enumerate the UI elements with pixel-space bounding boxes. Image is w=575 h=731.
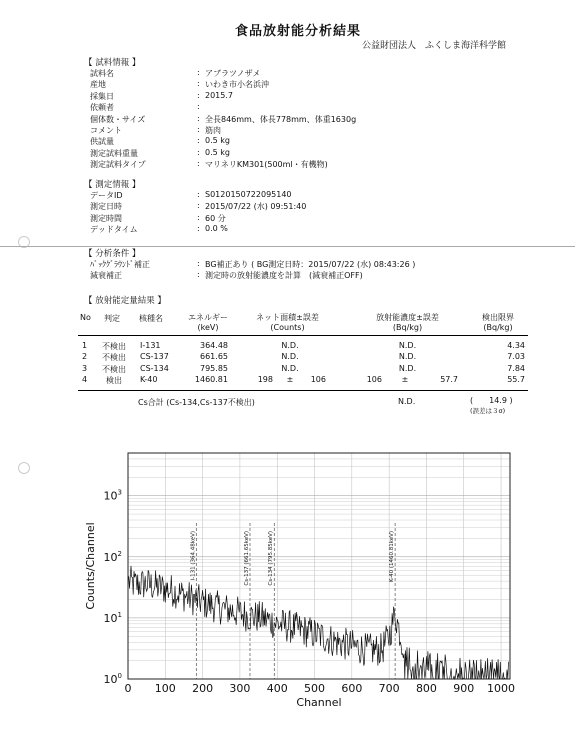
result-judge: 不検出 <box>102 353 126 363</box>
result-no: 1 <box>82 341 88 350</box>
peak-marker-label: Cs-137 (661.65keV) <box>243 531 250 586</box>
measure-field-value: S0120150722095140 <box>205 190 292 199</box>
result-nuclide: K-40 <box>140 374 158 384</box>
result-no: 3 <box>82 363 88 373</box>
sample-field-value: 2015.7 <box>205 90 233 100</box>
plot-frame <box>128 453 510 679</box>
x-axis-label: Channel <box>296 696 342 709</box>
sample-field-label: 測定試料タイプ <box>90 160 146 170</box>
cs-total-limit: ( 14.9 ) <box>470 396 513 405</box>
measure-field-label: 測定日時 <box>90 202 122 212</box>
result-conc-error: 57.7 <box>440 374 458 384</box>
sample-field-label: 試料名 <box>90 69 114 78</box>
sample-info-heading: 【 試料情報 】 <box>84 58 141 68</box>
sample-field-value: 0.5 kg <box>205 147 230 157</box>
result-nuclide: I-131 <box>140 341 161 350</box>
measure-field-colon: : <box>197 190 200 199</box>
result-energy: 661.65 <box>200 352 228 362</box>
analysis-field-value: 測定時の放射能濃度を計算 (減衰補正OFF) <box>205 271 363 281</box>
result-limit: 7.84 <box>507 363 525 373</box>
sample-field-colon: : <box>197 102 200 112</box>
measure-info-heading: 【 測定情報 】 <box>84 180 141 190</box>
sample-field-colon: : <box>197 159 200 169</box>
result-conc: N.D. <box>398 352 417 362</box>
result-limit: 7.03 <box>507 352 525 362</box>
measure-field-value: 0.0 % <box>205 224 228 234</box>
x-tick-label: 400 <box>266 682 288 695</box>
measure-field-colon: : <box>197 224 200 234</box>
result-judge: 不検出 <box>102 364 126 374</box>
sample-field-label: 測定試料重量 <box>90 148 138 158</box>
result-limit: 4.34 <box>507 341 525 350</box>
cs-total-note: (誤差は３σ) <box>470 407 506 415</box>
organization-name: 公益財団法人 ふくしま海洋科学館 <box>362 41 507 51</box>
result-net: N.D. <box>281 352 299 362</box>
result-limit: 55.7 <box>507 374 525 384</box>
analysis-field-label: ﾊﾞｯｸｸﾞﾗｳﾝﾄﾞ補正 <box>90 260 150 269</box>
result-energy: 795.85 <box>200 363 228 373</box>
sample-field-colon: : <box>197 147 200 157</box>
result-net: N.D. <box>281 363 299 373</box>
col-header-energy: エネルギー <box>188 313 228 322</box>
document-title: 食品放射能分析結果 <box>235 24 362 39</box>
col-header-conc: 放射能濃度±誤差 <box>376 313 439 322</box>
result-conc: N.D. <box>398 341 417 350</box>
y-tick-label: $10^2$ <box>103 549 122 564</box>
result-nuclide: CS-137 <box>140 352 169 362</box>
measure-field-colon: : <box>197 201 200 211</box>
col-header-no: No <box>80 313 91 322</box>
cs-total-conc: N.D. <box>398 397 416 406</box>
peak-marker-label: K-40 (1460.81keV) <box>389 531 396 582</box>
analysis-field-label: 減衰補正 <box>90 271 122 281</box>
result-judge: 不検出 <box>102 342 126 351</box>
sample-field-label: 産地 <box>90 80 106 90</box>
analysis-field-colon: : <box>197 259 200 268</box>
x-tick-label: 0 <box>124 682 132 695</box>
x-tick-label: 100 <box>154 682 176 695</box>
sample-field-label: 供試量 <box>90 137 114 147</box>
sample-field-label: 依頼者 <box>90 103 114 113</box>
sample-field-value: 全長846mm、体長778mm、体重1630g <box>205 114 357 124</box>
x-tick-label: 1000 <box>487 682 516 695</box>
x-tick-label: 600 <box>341 682 363 695</box>
y-tick-label: $10^3$ <box>103 488 122 503</box>
sample-field-colon: : <box>197 125 200 134</box>
cs-total-label: Cs合計 (Cs-134,Cs-137不検出) <box>138 398 255 407</box>
sample-field-label: 個体数・サイズ <box>90 114 146 124</box>
col-header-net: ネット面積±誤差 <box>256 313 319 322</box>
punch-hole-bottom <box>18 462 30 474</box>
sample-field-value: 0.5 kg <box>205 136 230 146</box>
x-tick-label: 800 <box>415 682 437 695</box>
sample-field-colon: : <box>197 113 200 123</box>
col-header-energy-unit: (keV) <box>197 323 219 332</box>
result-conc: N.D. <box>398 363 417 373</box>
results-header-rule <box>78 335 528 336</box>
x-tick-label: 200 <box>192 682 214 695</box>
result-net-value: 198 <box>257 374 273 384</box>
sample-field-label: コメント <box>90 126 122 135</box>
result-net-error: 106 <box>310 374 326 384</box>
result-net: N.D. <box>281 341 299 350</box>
result-conc-pm: ± <box>401 374 409 384</box>
results-heading: 【 放射能定量結果 】 <box>84 296 166 306</box>
results-bottom-rule <box>78 390 528 391</box>
col-header-limit: 検出限界 <box>482 313 514 322</box>
peak-marker-label: Cs-134 (795.85keV) <box>268 531 275 586</box>
result-judge: 検出 <box>106 375 122 385</box>
x-tick-label: 700 <box>378 682 400 695</box>
sample-field-colon: : <box>197 136 200 146</box>
col-header-limit-unit: (Bq/kg) <box>483 323 513 332</box>
result-no: 2 <box>82 352 88 362</box>
y-tick-label: $10^1$ <box>103 610 122 625</box>
col-header-conc-unit: (Bq/kg) <box>392 323 423 332</box>
sample-field-value: アブラツノザメ <box>205 69 261 78</box>
col-header-net-unit: (Counts) <box>270 323 305 332</box>
result-energy: 364.48 <box>200 341 228 350</box>
col-header-judge: 判定 <box>104 314 120 323</box>
sample-field-value: いわき市小名浜沖 <box>205 80 269 90</box>
sample-field-colon: : <box>197 68 200 77</box>
col-header-nuclide: 核種名 <box>139 314 163 323</box>
sample-field-colon: : <box>197 90 200 100</box>
result-net-pm: ± <box>286 374 294 384</box>
measure-field-label: デッドタイム <box>90 225 138 235</box>
x-tick-label: 900 <box>453 682 475 695</box>
result-nuclide: CS-134 <box>140 363 169 373</box>
spectrum-line <box>129 566 509 679</box>
x-tick-label: 300 <box>229 682 251 695</box>
analysis-field-value: BG補正あり ( BG測定日時：2015/07/22 (水) 08:43:26 ) <box>205 260 416 269</box>
y-tick-label: $10^0$ <box>103 672 122 686</box>
measure-field-label: データID <box>90 191 123 200</box>
measure-field-value: 60 分 <box>205 213 226 223</box>
sample-field-value: 筋肉 <box>205 126 221 135</box>
measure-field-label: 測定時間 <box>90 213 122 223</box>
analysis-heading: 【 分析条件 】 <box>84 249 141 259</box>
peak-marker-label: I-131 (364.48keV) <box>190 531 197 581</box>
sample-field-label: 採集日 <box>90 91 114 101</box>
analysis-field-colon: : <box>197 270 200 280</box>
y-axis-label: Counts/Channel <box>84 522 97 610</box>
result-energy: 1460.81 <box>194 374 228 384</box>
x-tick-label: 500 <box>304 682 326 695</box>
result-conc-value: 106 <box>366 374 382 384</box>
gamma-spectrum-chart <box>80 445 520 720</box>
result-no: 4 <box>82 374 88 384</box>
sample-field-value: マリネリKM301(500ml・有機物) <box>205 160 328 170</box>
measure-field-value: 2015/07/22 (水) 09:51:40 <box>205 202 307 212</box>
sample-field-colon: : <box>197 79 200 89</box>
measure-field-colon: : <box>197 212 200 222</box>
